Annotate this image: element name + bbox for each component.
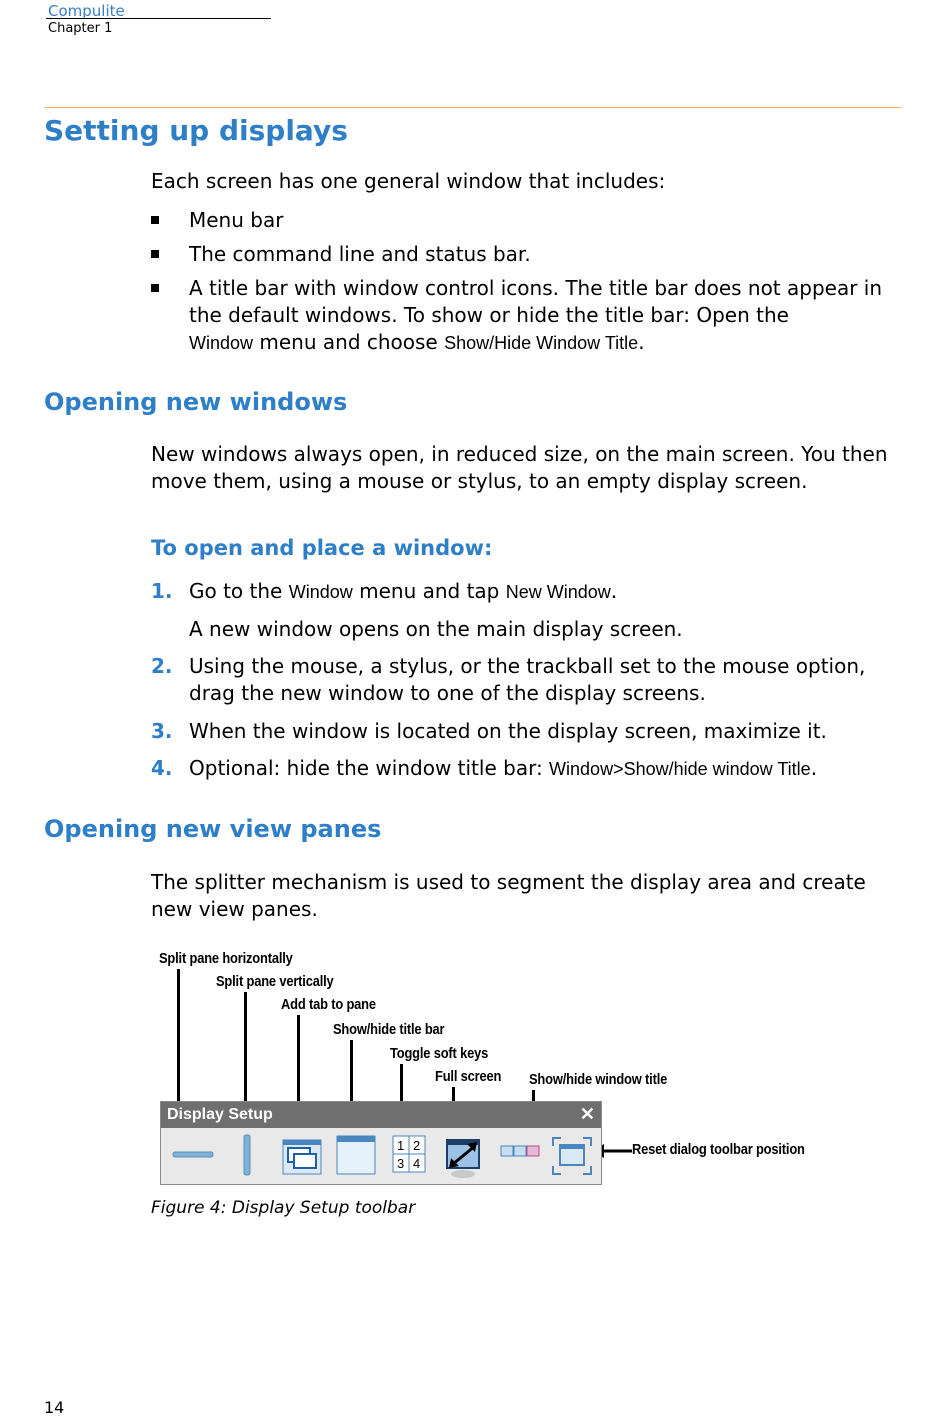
step-item: [151, 718, 901, 745]
bullet-text: The command line and status bar.: [189, 242, 531, 266]
display-setup-toolbar: [160, 1101, 602, 1185]
ui-term-window-show-hide-title: Window>Show/hide window Title: [549, 759, 811, 779]
label-split-pane-horizontally: Split pane horizontally: [159, 950, 293, 967]
header-chapter: Chapter 1: [48, 21, 113, 36]
toggle-soft-keys-button[interactable]: [389, 1134, 429, 1178]
close-icon[interactable]: ✕: [579, 1104, 595, 1124]
step-item: [151, 755, 901, 783]
title-bar-icon: [333, 1134, 379, 1178]
step-number: 2.: [151, 654, 173, 678]
ui-term-window: Window: [189, 333, 254, 353]
step-text: [189, 755, 901, 783]
horizontal-split-icon: [171, 1134, 215, 1178]
full-screen-button[interactable]: [441, 1134, 487, 1180]
step-text: When the window is located on the display screen, maximize it.: [189, 719, 827, 743]
soft-keys-icon: [389, 1134, 429, 1178]
show-hide-title-bar-button[interactable]: [333, 1134, 379, 1178]
soft-key-label: 1: [397, 1138, 405, 1153]
split-pane-vertically-button[interactable]: [227, 1134, 267, 1178]
bullet-item: [151, 275, 901, 357]
full-screen-icon: [441, 1134, 487, 1180]
soft-key-label: 2: [413, 1138, 421, 1153]
step-text-mid: menu and tap: [352, 579, 506, 603]
step-note-text: A new window opens on the main display screen.: [189, 617, 683, 641]
section-title-opening-new-view-panes: Opening new view panes: [44, 815, 382, 843]
toolbar-title-bar[interactable]: [161, 1102, 601, 1128]
step-number: 1.: [151, 579, 173, 603]
bullet-text: [189, 275, 901, 357]
soft-key-label: 4: [413, 1156, 421, 1171]
section-title-setting-up-displays: Setting up displays: [44, 114, 348, 147]
ui-term-new-window: New Window: [505, 582, 611, 602]
show-hide-window-title-button[interactable]: [499, 1134, 543, 1178]
bullet-marker: [151, 216, 159, 224]
step-item: [151, 578, 901, 606]
bullet-text-body: A title bar with window control icons. The title bar does not appear in the default windows. To show or hide the title bar: Open the: [189, 276, 883, 327]
split-pane-horizontally-button[interactable]: [171, 1134, 215, 1178]
vertical-split-icon: [227, 1134, 267, 1178]
procedure-title: To open and place a window:: [151, 536, 493, 560]
figure-caption: Figure 4: Display Setup toolbar: [151, 1198, 416, 1218]
label-split-pane-vertically: Split pane vertically: [216, 973, 334, 990]
add-tab-icon: [279, 1134, 325, 1178]
step-text: [189, 578, 901, 606]
label-reset-toolbar-position: Reset dialog toolbar position: [632, 1141, 805, 1158]
soft-key-label: 3: [397, 1156, 405, 1171]
bullet-marker: [151, 284, 159, 292]
bullet-text-end: .: [638, 330, 645, 354]
step-number: 4.: [151, 756, 173, 780]
step-item: [151, 653, 901, 707]
reset-position-icon: [549, 1134, 595, 1178]
bullet-item: [151, 207, 901, 234]
view-panes-paragraph: The splitter mechanism is used to segment the display area and create new view panes.: [151, 870, 866, 921]
ui-term-window: Window: [288, 582, 353, 602]
label-toggle-soft-keys: Toggle soft keys: [390, 1045, 489, 1062]
bullet-text: Menu bar: [189, 208, 284, 232]
label-add-tab-to-pane: Add tab to pane: [281, 996, 376, 1013]
windows-paragraph: New windows always open, in reduced size, on the main screen. You then move them, using a mouse or stylus, to an empty display screen.: [151, 442, 888, 493]
step-text-pre: Go to the: [189, 579, 289, 603]
section-title-opening-new-windows: Opening new windows: [44, 388, 348, 416]
bullet-text-mid: menu and choose: [253, 330, 445, 354]
page-number: 14: [44, 1398, 65, 1417]
bullet-marker: [151, 250, 159, 258]
step-text-end: .: [610, 579, 618, 603]
header-divider: [46, 18, 271, 19]
add-tab-to-pane-button[interactable]: [279, 1134, 325, 1178]
section-rule: [44, 107, 901, 108]
intro-paragraph: Each screen has one general window that includes:: [151, 169, 666, 193]
bullet-item: [151, 241, 901, 268]
step-note: [151, 616, 901, 643]
step-text-end: .: [810, 756, 818, 780]
ui-term-show-hide-window-title: Show/Hide Window Title: [444, 333, 639, 353]
step-number: 3.: [151, 719, 173, 743]
label-full-screen: Full screen: [435, 1068, 502, 1085]
toolbar-title: Display Setup: [167, 1106, 273, 1123]
label-show-hide-window-title: Show/hide window title: [529, 1071, 668, 1088]
reset-toolbar-position-button[interactable]: [549, 1134, 595, 1178]
header-brand: Compulite: [48, 2, 125, 20]
step-text-pre: Optional: hide the window title bar:: [189, 756, 550, 780]
window-controls-icon: [499, 1134, 543, 1178]
label-show-hide-title-bar: Show/hide title bar: [333, 1021, 445, 1038]
step-text: Using the mouse, a stylus, or the trackball set to the mouse option, drag the new window to one of the display screens.: [189, 654, 866, 705]
